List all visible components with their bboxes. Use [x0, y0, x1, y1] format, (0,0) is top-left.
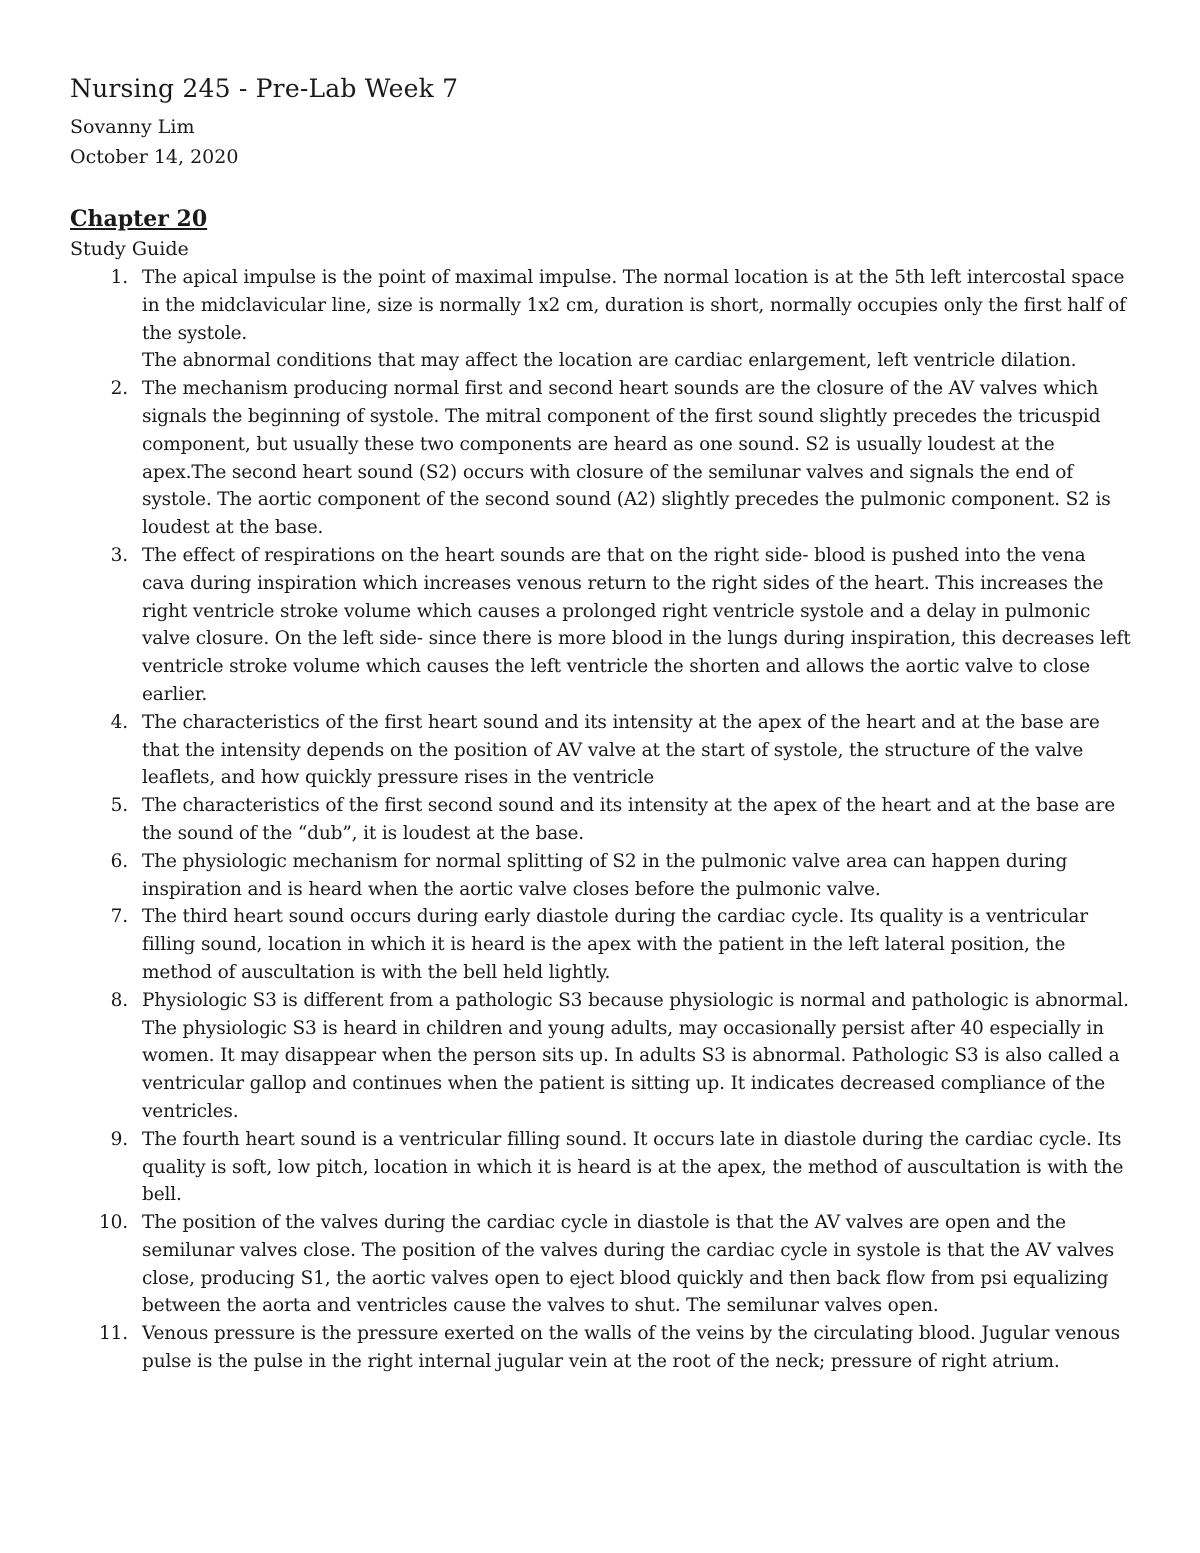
list-item [70, 792, 1132, 848]
item-number: 11. [99, 1323, 128, 1345]
list-item [70, 375, 1132, 542]
document-page [70, 72, 1132, 1376]
item-number: 10. [99, 1212, 128, 1234]
item-text: The characteristics of the first second sound and its intensity at the apex of the heart and at the base are the sound of the “dub”, it is loudest at the base. [142, 795, 1116, 844]
list-item [70, 542, 1132, 709]
document-title: Nursing 245 - Pre-Lab Week 7 [70, 74, 459, 103]
item-text: Venous pressure is the pressure exerted on the walls of the veins by the circulating blood. Jugular venous pulse is the pulse in the right internal jugular vein at the root of the neck; pressure of right atrium. [142, 1323, 1120, 1373]
item-text: The physiologic mechanism for normal splitting of S2 in the pulmonic valve area can happen during inspiration and is heard when the aortic valve closes before the pulmonic valve. [142, 850, 1068, 900]
item-text: The apical impulse is the point of maximal impulse. The normal location is at the 5th left intercostal space in the midclavicular line, size is normally 1x2 cm, duration is short, normally occupies only the first half of the systole. [142, 267, 1126, 344]
chapter-heading: Chapter 20 [70, 206, 208, 232]
item-text: The mechanism producing normal first and second heart sounds are the closure of the AV valves which signals the beginning of systole. The mitral component of the first sound slightly precedes the tricuspid component, but usually these two components are heard as one sound. S2 is usually loudest at the apex.The second heart sound (S2) occurs with closure of the semilunar valves and signals the end of systole. The aortic component of the second sound (A2) slightly precedes the pulmonic component. S2 is loudest at the base. [142, 378, 1111, 539]
list-item [70, 848, 1132, 904]
item-number: 8. [110, 989, 128, 1011]
item-text: Physiologic S3 is different from a pathologic S3 because physiologic is normal and pathologic is abnormal. The physiologic S3 is heard in children and young adults, may occasionally persist after 40 especially in women. It may disappear when the person sits up. In adults S3 is abnormal. Pathologic S3 is also called a ventricular gallop and continues when the patient is sitting up. It indicates decreased compliance of the ventricles. [142, 989, 1129, 1122]
item-text: The position of the valves during the cardiac cycle in diastole is that the AV valves are open and the semilunar valves close. The position of the valves during the cardiac cycle in systole is that the AV valves close, producing S1, the aortic valves open to eject blood quickly and then back flow from psi equalizing between the aorta and ventricles cause the valves to shut. The semilunar valves open. [142, 1212, 1115, 1317]
item-number: 4. [110, 711, 128, 733]
author-name: Sovanny Lim [70, 116, 195, 138]
list-item [70, 1320, 1132, 1376]
item-number: 3. [110, 544, 128, 566]
list-item [70, 1209, 1132, 1320]
item-number: 2. [110, 378, 128, 400]
item-number: 1. [110, 267, 128, 288]
item-text: The third heart sound occurs during early diastole during the cardiac cycle. Its quality is a ventricular filling sound, location in which it is heard is the apex with the patient in the left lateral position, the method of auscultation is with the bell held lightly. [142, 906, 1088, 983]
item-number: 9. [110, 1128, 128, 1150]
study-guide-list [70, 264, 1132, 1376]
list-item [70, 1126, 1132, 1209]
list-item [70, 987, 1132, 1126]
item-text: The fourth heart sound is a ventricular filling sound. It occurs late in diastole during the cardiac cycle. Its quality is soft, low pitch, location in which it is heard is at the apex, the method of auscultation is with the bell. [142, 1128, 1124, 1206]
item-text: The abnormal conditions that may affect the location are cardiac enlargement, left ventricle dilation. [142, 350, 1077, 372]
item-text: The characteristics of the first heart sound and its intensity at the apex of the heart and at the base are that the intensity depends on the position of AV valve at the start of systole, the structure of the valve leaflets, and how quickly pressure rises in the ventricle [142, 711, 1100, 789]
item-number: 7. [110, 906, 128, 928]
list-item [70, 264, 1132, 375]
item-number: 5. [110, 795, 128, 817]
list-item [70, 709, 1132, 792]
study-guide-subheading: Study Guide [70, 238, 189, 260]
item-number: 6. [110, 850, 128, 872]
document-date: October 14, 2020 [70, 146, 239, 168]
item-text: The effect of respirations on the heart sounds are that on the right side- blood is pushed into the vena cava during inspiration which increases venous return to the right sides of the heart. This increases the right ventricle stroke volume which causes a prolonged right ventricle systole and a delay in pulmonic valve closure. On the left side- since there is more blood in the lungs during inspiration, this decreases left ventricle stroke volume which causes the left ventricle the shorten and allows the aortic valve to close earlier. [142, 544, 1131, 705]
list-item [70, 903, 1132, 986]
